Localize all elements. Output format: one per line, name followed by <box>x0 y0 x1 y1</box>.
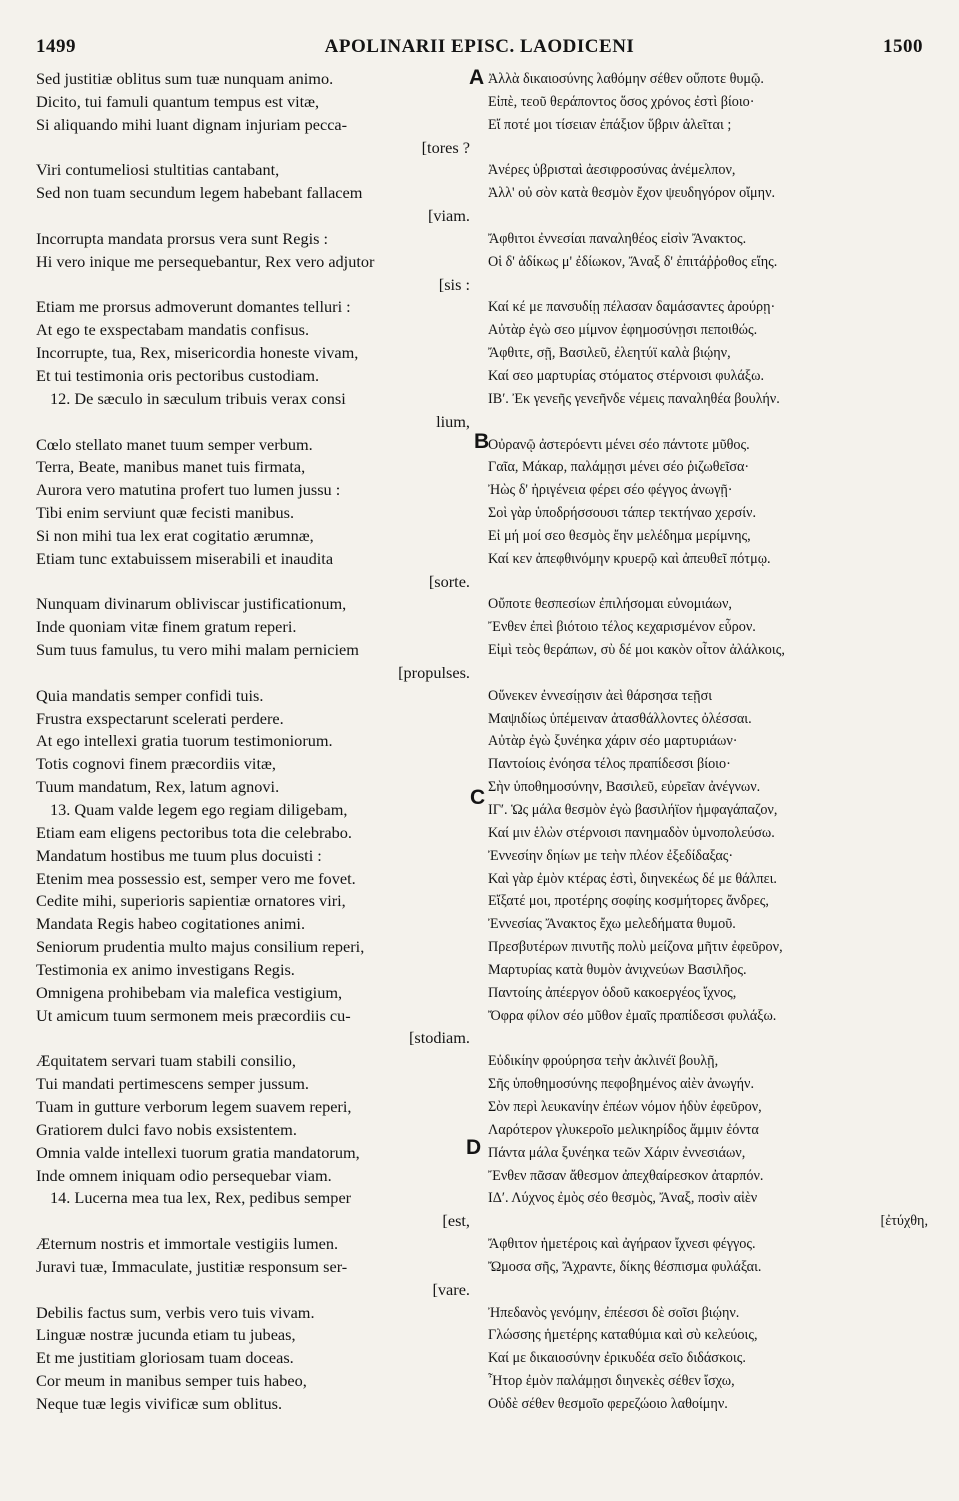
latin-verse-line: [tores ? <box>421 137 470 157</box>
latin-verse-line: 14. Lucerna mea tua lex, Rex, pedibus semper <box>50 1188 352 1208</box>
greek-verse-line: Ἠπεδανὸς γενόμην, ἐπέεσσι δὲ σοῖσι βιῴην. <box>488 1304 740 1321</box>
latin-verse-line: Sed justitiæ oblitus sum tuæ nunquam animo. <box>36 69 334 88</box>
latin-verse-line: [propulses. <box>398 662 470 682</box>
greek-verse-line: Οὕνεκεν ἐννεσίῃσιν ἀεὶ θάρσησα τεῇσι <box>488 687 713 704</box>
greek-verse-line: ΙΒʹ. Ἐκ γενεῆς γενεῆνδε νέμεις παναληθέα βουλήν. <box>488 390 780 407</box>
latin-verse-line: Omnigena prohibebam via malefica vestigium, <box>36 982 343 1002</box>
latin-verse-line: Gratiorem dulci favo nobis exsistentem. <box>36 1119 297 1139</box>
greek-verse-line: Ὄφρα φίλον σέο μῦθον ἐμαῖς πραπίδεσσι φυλάξω. <box>488 1007 777 1024</box>
latin-verse-line: Cedite mihi, superioris sapientiæ ornatores viri, <box>36 891 346 911</box>
latin-verse-line: Mandatum hostibus me tuum plus docuisti : <box>36 845 322 865</box>
page-number-left: 1499 <box>36 36 76 57</box>
greek-verse-line: Καί κέ με πανσυδίῃ πέλασαν δαμάσαντες ἀρούρῃ· <box>488 299 776 316</box>
greek-verse-line: Μαρτυρίας κατὰ θυμὸν ἀνιχνεύων Βασιλῆος. <box>488 961 747 978</box>
latin-verse-line: Incorrupte, tua, Rex, misericordia honeste vivam, <box>36 343 359 363</box>
greek-verse-line <box>488 411 928 434</box>
greek-verse-line: Ἀλλ' οὐ σὸν κατὰ θεσμὸν ἔχον ψευδηγόρον οἴμην. <box>488 185 776 202</box>
latin-verse-line: Cœlo stellato manet tuum semper verbum. <box>36 434 313 454</box>
latin-verse-line: 13. Quam valde legem ego regiam diligebam, <box>50 800 348 819</box>
greek-verse-line <box>488 571 928 594</box>
latin-verse-line: Terra, Beate, manibus manet tuis firmata, <box>36 457 306 477</box>
latin-verse-line: Æternum nostris et immortale vestigiis lumen. <box>36 1234 339 1254</box>
running-title: APOLINARII EPISC. LAODICENI <box>324 36 635 57</box>
latin-verse-line: Aurora vero matutina profert tuo lumen jussu : <box>36 480 341 500</box>
latin-verse-line: Juravi tuæ, Immaculate, justitiæ responsum ser- <box>36 1256 348 1276</box>
greek-verse-line: Οἱ δ' ἀδίκως μ' ἐδίωκον, Ἄναξ δ' ἐπιτάῤῥοθος εἴης. <box>488 253 778 270</box>
greek-verse-line: Σῆς ὑποθημοσύνης πεφοβημένος αἰὲν ἀνωγήν. <box>488 1076 754 1093</box>
greek-verse-line: Καί μιν ἑλὼν στέρνοισι πανημαδὸν ὑμνοπολεύσω. <box>488 824 775 841</box>
latin-verse-line: Et tui testimonia oris pectoribus custodiam. <box>36 365 320 385</box>
greek-verse-line: Καὶ γὰρ ἐμὸν κτέρας ἐστὶ, διηνεκέως δέ με θάλπει. <box>488 870 777 887</box>
greek-verse-line: Ἠὼς δ' ἠριγένεια φέρει σέο φέγγος ἀνωγῇ· <box>488 482 733 499</box>
latin-verse-line: Etiam me prorsus admoverunt domantes telluri : <box>36 297 351 317</box>
greek-verse-line: ΙΔʹ. Λύχνος ἐμὸς σέο θεσμὸς, Ἄναξ, ποσὶν αἰὲν <box>488 1190 758 1207</box>
greek-verse-line: Ἦτορ ἐμὸν παλάμῃσι διηνεκὲς σέθεν ἴσχω, <box>488 1373 735 1390</box>
latin-verse-line: Frustra exspectarunt scelerati perdere. <box>36 708 284 728</box>
greek-verse-line: Εἰπὲ, τεοῦ θεράποντος ὅσος χρόνος ἐστὶ βίοιο· <box>488 93 755 110</box>
greek-verse-line <box>488 205 928 228</box>
latin-verse-line: Seniorum prudentia multo majus consilium reperi, <box>36 937 365 957</box>
greek-verse-line: Σοὶ γὰρ ὑποδρήσσουσι τάπερ τεκτήναο χερσίν. <box>488 505 756 522</box>
latin-verse-line: Dicito, tui famuli quantum tempus est vitæ, <box>36 91 320 111</box>
latin-verse-line: Mandata Regis habeo cogitationes animi. <box>36 914 306 934</box>
greek-verse-line: Σὸν περὶ λευκανίην ἐπέων νόμον ἡδὺν ἐφεῦρον, <box>488 1098 762 1115</box>
latin-verse-line: 12. De sæculo in sæculum tribuis verax consi <box>50 388 346 408</box>
greek-verse-line <box>488 1279 928 1302</box>
greek-verse-line: Ἔνθεν πᾶσαν ἄθεσμον ἀπεχθαίρεσκον ἀταρπόν. <box>488 1167 764 1184</box>
greek-column <box>488 68 928 1416</box>
page-header <box>36 36 923 60</box>
greek-verse-line: Ἐννεσίην δηίων με τεὴν πλέον ἐξεδίδαξας· <box>488 847 734 864</box>
latin-verse-line: Etiam tunc extabuissem miserabili et inaudita <box>36 548 334 568</box>
greek-verse-line: Ὤμοσα σῆς, Ἄχραντε, δίκης θέσπισμα φυλάξαι. <box>488 1258 762 1275</box>
latin-verse-line: Incorrupta mandata prorsus vera sunt Regis : <box>36 228 329 248</box>
greek-verse-line: Εἰμὶ τεὸς θεράπων, σὺ δέ μοι κακὸν οἶτον ἀλάλκοις, <box>488 642 785 659</box>
greek-verse-line: Ἀνέρες ὑβρισταὶ ἀεσιφροσύνας ἀνέμελπον, <box>488 162 736 179</box>
greek-verse-line: Ἄφθιτον ἡμετέροις καὶ ἀγήραον ἴχνεσι φέγγος. <box>488 1236 756 1253</box>
latin-verse-line: Quia mandatis semper confidi tuis. <box>36 685 264 705</box>
margin-letter-a: A <box>469 66 485 89</box>
greek-verse-line: Γλώσσης ἡμετέρης καταθύμια καὶ σὺ κελεύοις, <box>488 1327 758 1344</box>
greek-verse-line: Καί κεν ἀπεφθινόμην κρυερῷ καὶ ἀπευθεῖ πότμῳ. <box>488 550 771 567</box>
latin-verse-line: Tibi enim serviunt quæ fecisti manibus. <box>36 503 295 523</box>
latin-verse-line: Sed non tuam secundum legem habebant fallacem <box>36 183 363 203</box>
greek-verse-line: Καί σεο μαρτυρίας στόματος στέρνοισι φυλάξω. <box>488 367 765 384</box>
greek-verse-line: Πάντα μάλα ξυνέηκα τεῶν Χάριν ἐννεσιάων, <box>488 1144 746 1161</box>
latin-verse-line: [vare. <box>432 1279 470 1299</box>
latin-verse-line: At ego te exspectabam mandatis confisus. <box>36 320 310 340</box>
greek-verse-line: Αὐτὰρ ἐγὼ ξυνέηκα χάριν σέο μαρτυριάων· <box>488 733 738 750</box>
latin-verse-line: Ut amicum tuum sermonem meis præcordiis cu- <box>36 1005 351 1025</box>
greek-verse-line: Εἰ μή μοί σεο θεσμὸς ἔην μελέδημα μερίμνης, <box>488 527 751 544</box>
latin-verse-line: Et me justitiam gloriosam tuam doceas. <box>36 1348 294 1368</box>
greek-verse-line: Πρεσβυτέρων πινυτῆς πολὺ μείζονα μῆτιν ἐφεῦρον, <box>488 939 783 956</box>
greek-verse-line: Ἐννεσίας Ἄνακτος ἔχω μελεδήματα θυμοῦ. <box>488 916 736 933</box>
latin-verse-line: Totis cognovi finem præcordiis vitæ, <box>36 754 276 774</box>
margin-letter-b: B <box>474 430 490 453</box>
margin-letter-c: C <box>470 786 486 809</box>
latin-verse-line: Si aliquando mihi luant dignam injuriam pecca- <box>36 114 348 134</box>
greek-verse-line: Εἴ ποτέ μοι τίσειαν ἐπάξιον ὕβριν ἀλεῖται ; <box>488 116 732 133</box>
greek-verse-line: Οὐρανῷ ἀστερόεντι μένει σέο πάντοτε μῦθος. <box>488 436 750 453</box>
greek-verse-line: Παντοίοις ἐνόησα τέλος πραπίδεσσι βίοιο· <box>488 756 731 773</box>
greek-verse-line: Οὔποτε θεσπεσίων ἐπιλήσομαι εὐνομιάων, <box>488 596 732 613</box>
latin-verse-line: Æquitatem servari tuam stabili consilio, <box>36 1051 296 1071</box>
latin-verse-line: Hi vero inique me persequebantur, Rex vero adjutor <box>36 251 375 271</box>
greek-verse-line: Γαῖα, Μάκαρ, παλάμῃσι μένει σέο ῥιζωθεῖσα· <box>488 459 750 476</box>
greek-verse-line: Καί με δικαιοσύνην ἐρικυδέα σεῖο διδάσκοις. <box>488 1350 746 1367</box>
greek-verse-line: Ἄφθιτοι ἐννεσίαι παναληθέος εἰσὶν Ἄνακτος. <box>488 230 747 247</box>
page-number-right: 1500 <box>883 36 923 57</box>
latin-verse-line: Neque tuæ legis vivificæ sum oblitus. <box>36 1393 283 1413</box>
latin-verse-line: [stodiam. <box>408 1028 470 1048</box>
latin-verse-line: At ego intellexi gratia tuorum testimoniorum. <box>36 731 333 751</box>
latin-verse-line: Etenim mea possessio est, semper vero me fovet. <box>36 868 356 888</box>
greek-verse-line <box>488 662 928 685</box>
greek-verse-line: ΙΓʹ. Ὡς μάλα θεσμὸν ἐγὼ βασιλήϊον ἠμφαγάπαζον, <box>488 802 778 818</box>
greek-verse-line: [ἐτύχθη, <box>880 1213 928 1230</box>
latin-verse-line: lium, <box>436 411 470 431</box>
latin-verse-line: Linguæ nostræ jucunda etiam tu jubeas, <box>36 1325 296 1345</box>
greek-verse-line: Ἔνθεν ἐπεὶ βιότοιο τέλος κεχαρισμένον εὗρον. <box>488 619 756 636</box>
greek-verse-line: Εὐδικίην φρούρησα τεὴν ἀκλινέϊ βουλῇ, <box>488 1053 719 1070</box>
greek-verse-line: Σὴν ὑποθημοσύνην, Βασιλεῦ, εὐρεῖαν ἀνέγνων. <box>488 779 761 796</box>
greek-verse-line: Λαρότερον γλυκεροῖο μελικηρίδος ἄμμιν ἐόντα <box>488 1121 759 1138</box>
latin-verse-line: Tuum mandatum, Rex, latum agnovi. <box>36 777 280 797</box>
greek-verse-line: Αὐτὰρ ἐγὼ σεο μίμνον ἐφημοσύνῃσι πεποιθώς. <box>488 322 758 339</box>
latin-verse-line: Etiam eam eligens pectoribus tota die celebrabo. <box>36 822 353 842</box>
latin-verse-line: Inde omnem iniquam odio persequebar viam. <box>36 1165 332 1185</box>
latin-column <box>36 68 470 1416</box>
greek-verse-line <box>488 274 928 297</box>
greek-verse-line: Ἀλλὰ δικαιοσύνης λαθόμην σέθεν οὔποτε θυμῷ. <box>488 71 764 87</box>
latin-verse-line: Tuam in gutture verborum legem suavem reperi, <box>36 1096 352 1116</box>
latin-verse-line: Viri contumeliosi stultitias cantabant, <box>36 160 280 180</box>
greek-verse-line: Ἄφθιτε, σῇ, Βασιλεῦ, ἐλεητύϊ καλὰ βιῴην, <box>488 345 731 362</box>
latin-verse-line: Debilis factus sum, verbis vero tuis vivam. <box>36 1302 315 1322</box>
latin-verse-line: [sis : <box>438 274 470 294</box>
latin-verse-line: Testimonia ex animo investigans Regis. <box>36 959 295 979</box>
latin-verse-line: [sorte. <box>428 571 470 591</box>
margin-letter-d: D <box>466 1136 482 1159</box>
latin-verse-line: Si non mihi tua lex erat cogitatio ærumnæ, <box>36 525 314 545</box>
greek-verse-line <box>488 137 928 160</box>
greek-verse-line: Μαψιδίως ὑπέμειναν ἀτασθάλλοντες ὀλέσσαι. <box>488 710 752 727</box>
greek-verse-line: Παντοίης ἀπέεργον ὁδοῦ κακοεργέος ἴχνος, <box>488 984 737 1001</box>
greek-verse-line <box>488 1027 928 1050</box>
greek-verse-line: Εἴξατέ μοι, προτέρης σοφίης κοσμήτορες ἄνδρες, <box>488 893 769 910</box>
latin-verse-line: Cor meum in manibus semper tuis habeo, <box>36 1371 307 1391</box>
greek-verse-line: Οὐδὲ σέθεν θεσμοῖο φερεζώοιο λαθοίμην. <box>488 1395 728 1412</box>
latin-verse-line: Tui mandati pertimescens semper jussum. <box>36 1074 309 1094</box>
latin-verse-line: [viam. <box>427 206 470 226</box>
latin-verse-line: [est, <box>442 1211 470 1231</box>
latin-verse-line: Nunquam divinarum obliviscar justificationum, <box>36 594 347 614</box>
latin-verse-line: Sum tuus famulus, tu vero mihi malam perniciem <box>36 640 359 660</box>
latin-verse-line: Inde quoniam vitæ finem gratum reperi. <box>36 617 297 637</box>
latin-verse-line: Omnia valde intellexi tuorum gratia mandatorum, <box>36 1142 360 1162</box>
